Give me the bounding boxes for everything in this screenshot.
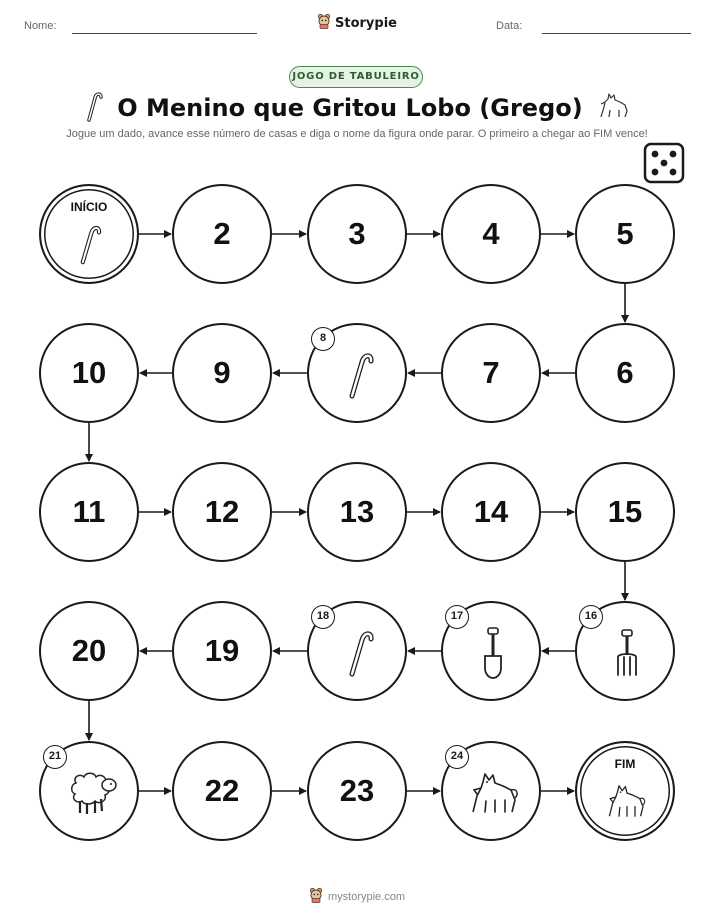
space-number: 3 xyxy=(348,216,366,251)
space-number: 12 xyxy=(204,494,240,529)
shepherd-staff-icon xyxy=(344,628,374,682)
game-type-badge: JOGO DE TABULEIRO xyxy=(289,66,423,88)
board-space xyxy=(172,323,272,423)
board-space xyxy=(307,462,407,562)
space-label: INÍCIO xyxy=(70,200,108,214)
space-number: 13 xyxy=(339,494,375,529)
date-label: Data: xyxy=(496,20,523,32)
board-space xyxy=(172,462,272,562)
space-number: 19 xyxy=(204,633,240,668)
sheep-icon xyxy=(62,769,120,821)
board-space xyxy=(307,741,407,841)
pitchfork-icon xyxy=(613,627,641,683)
space-number: 14 xyxy=(473,494,509,529)
board-space xyxy=(172,741,272,841)
space-number-badge: 24 xyxy=(445,745,469,769)
board-space xyxy=(39,601,139,701)
board-space xyxy=(307,184,407,284)
brand-name: Storypie xyxy=(335,15,397,31)
space-number: 10 xyxy=(71,355,107,390)
board-space xyxy=(307,601,407,701)
board-space xyxy=(575,462,675,562)
board-space xyxy=(575,323,675,423)
space-number: 22 xyxy=(204,773,240,808)
space-number-badge: 8 xyxy=(311,327,335,351)
shepherd-staff-icon xyxy=(76,223,102,270)
board-space xyxy=(575,184,675,284)
space-number: 6 xyxy=(616,355,634,390)
space-number: 15 xyxy=(607,494,643,529)
board-space xyxy=(441,323,541,423)
space-number-badge: 17 xyxy=(445,605,469,629)
instructions: Jogue um dado, avance esse número de casas e diga o nome da figura onde parar. O primeiro a chegar ao FIM vence! xyxy=(66,128,648,140)
space-number: 4 xyxy=(482,216,500,251)
shovel-icon xyxy=(480,626,506,684)
finish-space xyxy=(575,741,675,841)
footer-url: mystorypie.com xyxy=(327,890,406,903)
space-number: 11 xyxy=(72,494,106,529)
space-number-badge: 18 xyxy=(311,605,335,629)
board-space xyxy=(307,323,407,423)
board-space xyxy=(39,462,139,562)
space-number: 7 xyxy=(482,355,500,390)
wolf-icon xyxy=(603,781,648,825)
start-space xyxy=(39,184,139,284)
name-label: Nome: xyxy=(24,20,57,32)
board-space xyxy=(441,741,541,841)
board-space xyxy=(441,462,541,562)
space-number: 5 xyxy=(616,216,634,251)
board-space xyxy=(172,601,272,701)
shepherd-staff-icon xyxy=(344,350,374,404)
space-number: 20 xyxy=(71,633,107,668)
page-title: O Menino que Gritou Lobo (Grego) xyxy=(117,94,583,122)
board-space xyxy=(39,323,139,423)
footer xyxy=(0,887,714,906)
board-space xyxy=(441,184,541,284)
wolf-icon xyxy=(465,768,521,822)
space-number: 2 xyxy=(213,216,231,251)
space-label: FIM xyxy=(614,757,636,771)
board-space xyxy=(441,601,541,701)
space-number-badge: 16 xyxy=(579,605,603,629)
space-number-badge: 21 xyxy=(43,745,67,769)
space-number: 9 xyxy=(213,355,231,390)
board-space xyxy=(575,601,675,701)
board-space xyxy=(172,184,272,284)
storypie-logo-icon xyxy=(309,887,323,906)
board-space xyxy=(39,741,139,841)
space-number: 23 xyxy=(339,773,375,808)
